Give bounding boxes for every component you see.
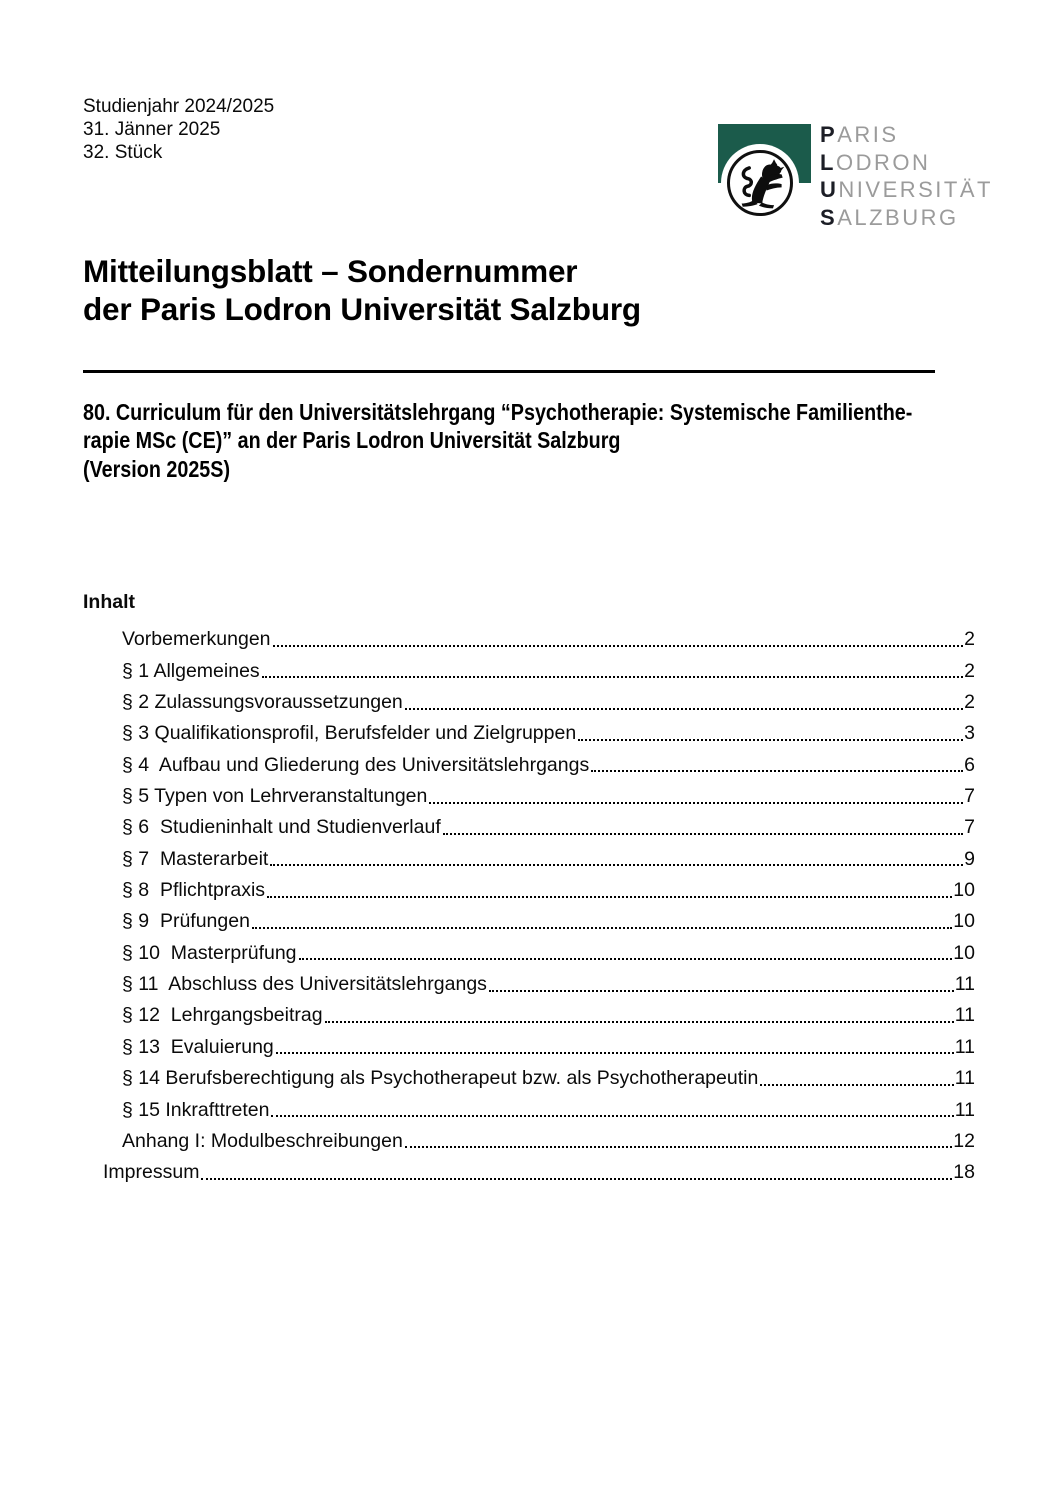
toc-entry[interactable] — [83, 1059, 975, 1090]
toc-leader-dots — [405, 1146, 953, 1148]
toc-entry[interactable] — [83, 839, 975, 870]
logo-word-salzburg: SALZBURG — [820, 204, 959, 230]
heading-line-3: (Version 2025S) — [83, 455, 231, 482]
toc-entry-page: 11 — [954, 1098, 975, 1121]
toc-entry[interactable] — [83, 777, 975, 808]
toc-entry-page: 11 — [954, 1035, 975, 1058]
toc-leader-dots — [325, 1021, 954, 1023]
toc-leader-dots — [578, 739, 963, 741]
logo-seal — [727, 150, 793, 216]
horizontal-rule — [83, 370, 935, 373]
toc-entry-label[interactable]: § 4 Aufbau und Gliederung des Universitätslehrgangs — [122, 753, 590, 776]
toc-list — [83, 620, 975, 1184]
toc-entry-label[interactable]: § 14 Berufsberechtigung als Psychotherapeut bzw. als Psychotherapeutin — [122, 1067, 759, 1090]
toc-leader-dots — [405, 708, 963, 710]
toc-leader-dots — [429, 802, 963, 804]
toc-entry[interactable] — [83, 651, 975, 682]
toc-leader-dots — [443, 833, 963, 835]
toc-leader-dots — [201, 1178, 952, 1180]
curriculum-heading — [83, 398, 1059, 483]
toc-entry[interactable] — [83, 965, 975, 996]
toc-entry[interactable] — [83, 871, 975, 902]
toc-entry-label[interactable]: Impressum — [103, 1161, 200, 1184]
issue-date: 31. Jänner 2025 — [83, 118, 221, 140]
toc-entry-page: 10 — [953, 879, 975, 902]
toc-entry-label[interactable]: § 11 Abschluss des Universitätslehrgangs — [122, 973, 487, 996]
toc-entry[interactable] — [83, 1027, 975, 1058]
toc-entry-page: 3 — [964, 722, 975, 745]
title-line-2: der Paris Lodron Universität Salzburg — [83, 290, 641, 327]
toc-leader-dots — [271, 1115, 953, 1117]
toc-entry-label[interactable]: § 1 Allgemeines — [122, 659, 260, 682]
toc-entry[interactable] — [83, 808, 975, 839]
toc-entry[interactable] — [83, 902, 975, 933]
toc-leader-dots — [270, 864, 963, 866]
issue-studienjahr: Studienjahr 2024/2025 — [83, 96, 275, 117]
toc-leader-dots — [252, 927, 952, 929]
toc-entry[interactable] — [83, 1153, 975, 1184]
toc-entry-label[interactable]: Vorbemerkungen — [122, 628, 271, 651]
toc-entry-page: 10 — [953, 941, 975, 964]
toc-leader-dots — [591, 770, 963, 772]
toc-entry-page: 6 — [964, 753, 975, 776]
page-title — [83, 253, 641, 328]
toc-entry-label[interactable]: § 5 Typen von Lehrveranstaltungen — [122, 785, 428, 808]
toc-entry-page: 2 — [964, 628, 975, 651]
salzburg-lion-icon — [733, 156, 787, 210]
toc-entry-label[interactable]: § 10 Masterprüfung — [122, 941, 297, 964]
toc-entry[interactable] — [83, 996, 975, 1027]
toc-entry-page: 12 — [953, 1129, 975, 1152]
toc-entry-page: 10 — [953, 910, 975, 933]
toc-entry-page: 7 — [964, 785, 975, 808]
issue-stueck: 32. Stück — [83, 141, 163, 163]
toc-entry[interactable] — [83, 714, 975, 745]
toc-heading: Inhalt — [83, 591, 135, 613]
toc-entry[interactable] — [83, 1122, 975, 1153]
toc-leader-dots — [489, 990, 954, 992]
toc-entry-label[interactable]: § 12 Lehrgangsbeitrag — [122, 1004, 323, 1027]
heading-line-1: 80. Curriculum für den Universitätslehrgang “Psychotherapie: Systemische Familienthe- — [83, 399, 913, 425]
toc-entry-label[interactable]: § 2 Zulassungsvoraussetzungen — [122, 691, 403, 714]
heading-line-2: rapie MSc (CE)” an der Paris Lodron Universität Salzburg — [83, 427, 621, 454]
toc-entry-label[interactable]: § 8 Pflichtpraxis — [122, 879, 266, 902]
toc-entry-label[interactable]: § 9 Prüfungen — [122, 910, 250, 933]
toc-entry-label[interactable]: § 7 Masterarbeit — [122, 847, 269, 870]
logo-word-paris: PARIS — [820, 122, 899, 147]
toc-leader-dots — [299, 958, 953, 960]
toc-entry-page: 2 — [964, 691, 975, 714]
toc-entry-label[interactable]: § 6 Studieninhalt und Studienverlauf — [122, 816, 441, 839]
issue-info — [83, 96, 274, 164]
logo-wordmark — [820, 121, 993, 231]
toc-entry[interactable] — [83, 745, 975, 776]
toc-entry[interactable] — [83, 683, 975, 714]
toc-leader-dots — [273, 645, 964, 647]
toc-leader-dots — [276, 1052, 954, 1054]
toc-entry-page: 11 — [954, 973, 975, 996]
toc-entry-label[interactable]: § 15 Inkrafttreten — [122, 1098, 270, 1121]
toc-entry-page: 9 — [964, 847, 975, 870]
toc-entry[interactable] — [83, 620, 975, 651]
toc-entry[interactable] — [83, 933, 975, 964]
logo-word-lodron: LODRON — [820, 149, 931, 175]
toc-leader-dots — [267, 896, 952, 898]
toc-leader-dots — [760, 1084, 953, 1086]
toc-entry-page: 18 — [953, 1161, 975, 1184]
toc-entry-page: 7 — [964, 816, 975, 839]
toc-entry-page: 11 — [954, 1067, 975, 1090]
toc-entry-label[interactable]: § 3 Qualifikationsprofil, Berufsfelder und Zielgruppen — [122, 722, 577, 745]
toc-leader-dots — [262, 676, 963, 678]
toc-entry[interactable] — [83, 1090, 975, 1121]
toc-entry-page: 2 — [964, 659, 975, 682]
toc-entry-label[interactable]: Anhang I: Modulbeschreibungen — [122, 1129, 403, 1152]
logo-word-universitaet: UNIVERSITÄT — [820, 177, 993, 203]
toc-entry-label[interactable]: § 13 Evaluierung — [122, 1035, 274, 1058]
title-line-1: Mitteilungsblatt – Sondernummer — [83, 253, 578, 289]
toc-entry-page: 11 — [954, 1004, 975, 1027]
